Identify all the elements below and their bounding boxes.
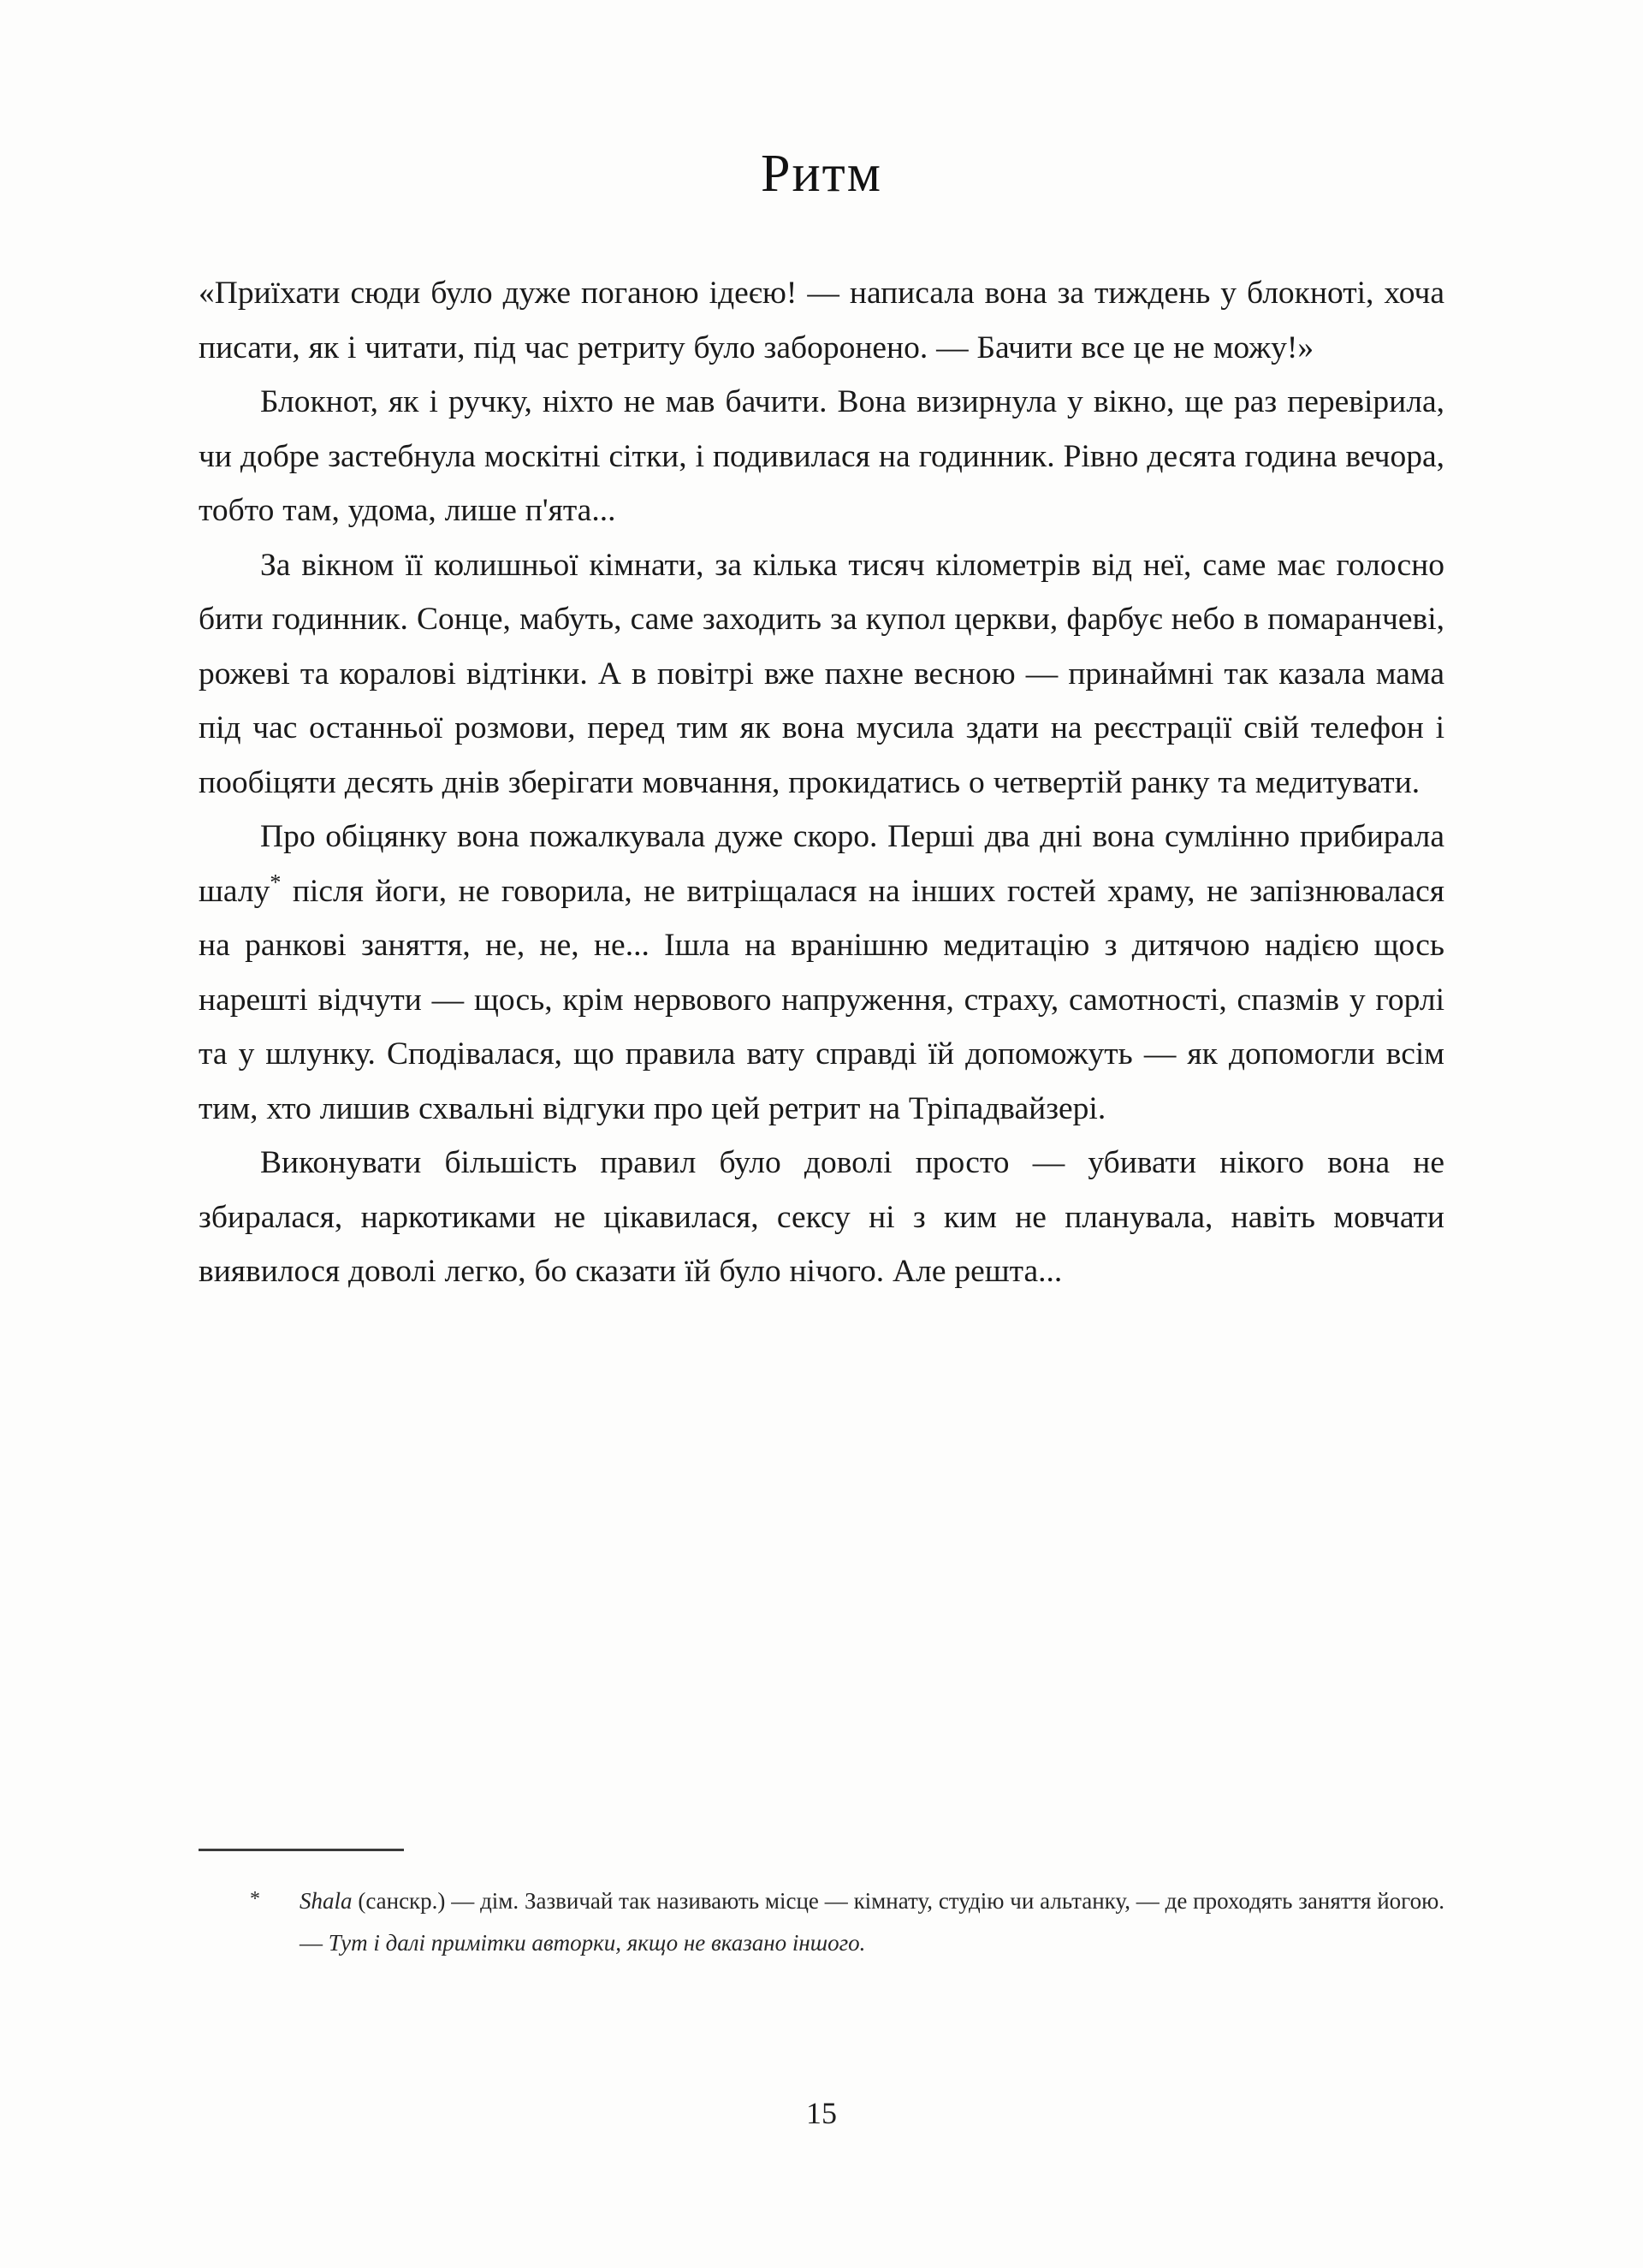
footnote-marker: * (250, 1888, 260, 1910)
footnote-definition: (санскр.) — дім. Зазвичай так називають місце — кімнату, студію чи альтанку, — де проходять заняття йогою. — (300, 1888, 1444, 1956)
footnote-zone (199, 1849, 1444, 1964)
paragraph-3: За вікном її колишньої кімнати, за кілька тисяч кілометрів від неї, саме має голосно бити годинник. Сонце, мабуть, саме заходить за купол церкви, фарбує небо в помаранчеві, рожеві та коралові відтінки. А в повітрі вже пахне весною — принаймні так казала мама під час останньої розмови, перед тим як вона мусила здати на реєстрації свій телефон і пообіцяти десять днів зберігати мовчання, прокидатись о четвертій ранку та медитувати. (199, 547, 1444, 800)
footnote-term: Shala (300, 1888, 353, 1914)
paragraph-2: Блокнот, як і ручку, ніхто не мав бачити. Вона визирнула у вікно, ще раз перевірила, чи добре застебнула москітні сітки, і подивилася на годинник. Рівно десята година вечора, тобто там, удома, лише п'ята... (199, 384, 1444, 528)
page-content (199, 0, 1444, 1299)
footnote-attribution: Тут і далі примітки авторки, якщо не вказано іншого. (328, 1930, 866, 1956)
paragraph-4 (199, 810, 1444, 1136)
footnote-reference-marker[interactable]: * (270, 870, 282, 894)
page-number: 15 (806, 2096, 837, 2130)
paragraph-4-text-before-footnote: Про обіцянку вона пожалкувала дуже скоро. Перші два дні вона сумлінно прибирала шалу (199, 819, 1444, 909)
footnote-text (300, 1880, 1444, 1964)
footnote-separator-rule (199, 1849, 404, 1851)
body-text-block (199, 266, 1444, 1299)
chapter-title: Ритм (761, 145, 882, 203)
paragraph-5: Виконувати більшість правил було доволі просто — убивати нікого вона не збиралася, наркотиками не цікавилася, сексу ні з ким не планувала, навіть мовчати виявилося доволі легко, бо сказати їй було нічого. Але решта... (199, 1145, 1444, 1289)
paragraph-1: «Приїхати сюди було дуже поганою ідеєю! — написала вона за тиждень у блокноті, хоча писати, як і читати, під час ретриту було заборонено. — Бачити все це не можу!» (199, 276, 1444, 365)
footnote-item (199, 1880, 1444, 1964)
paragraph-4-text-after-footnote: після йоги, не говорила, не витріщалася на інших гостей храму, не запізнювалася на ранкові заняття, не, не, не... Ішла на вранішню медитацію з дитячою надією щось нарешті відчути — щось, крім нервового напруження, страху, самотності, спазмів у горлі та у шлунку. Сподівалася, що правила вату справді їй допоможуть — як допомогли всім тим, хто лишив схвальні відгуки про цей ретрит на Тріпадвайзері. (199, 873, 1444, 1126)
